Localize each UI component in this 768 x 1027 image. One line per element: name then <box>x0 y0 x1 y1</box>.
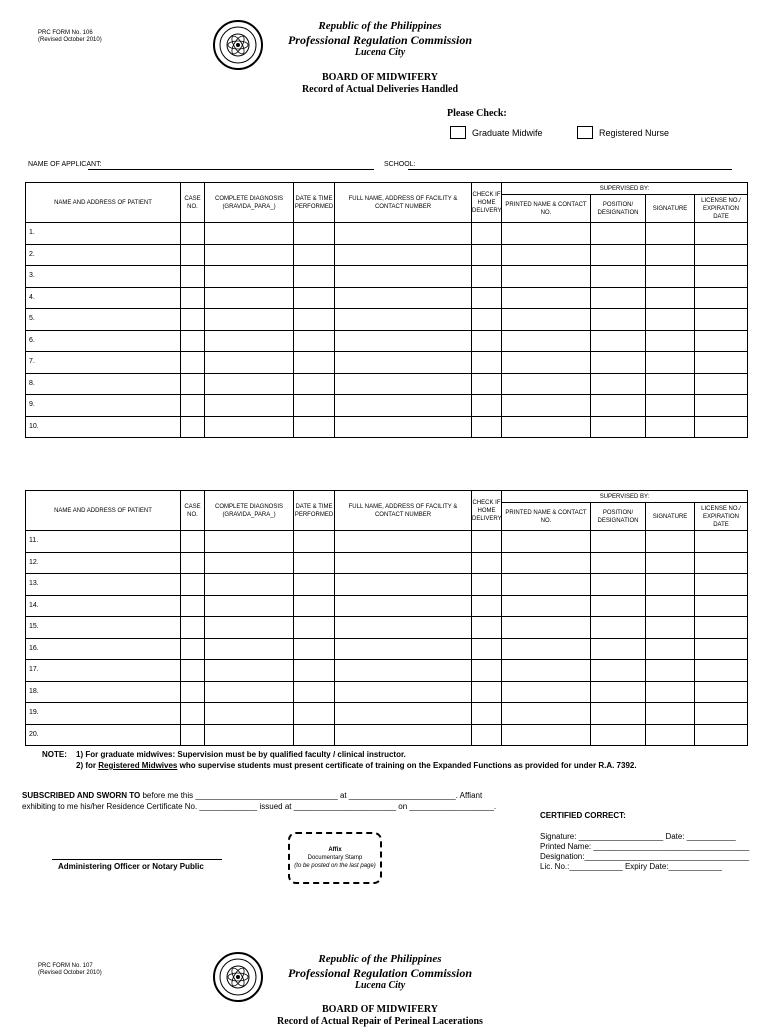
header-position: POSITION/ DESIGNATION <box>591 195 646 223</box>
table-cell[interactable] <box>181 352 205 374</box>
officer-label: Administering Officer or Notary Public <box>58 862 204 871</box>
table-cell[interactable] <box>335 531 472 553</box>
republic-line: Republic of the Philippines <box>318 20 442 32</box>
table-cell[interactable] <box>646 724 695 746</box>
table-cell[interactable] <box>591 595 646 617</box>
table-row <box>26 617 748 639</box>
table-cell[interactable] <box>695 724 748 746</box>
table-cell[interactable] <box>695 531 748 553</box>
table-cell[interactable] <box>502 309 591 331</box>
table-cell[interactable] <box>472 724 502 746</box>
table-cell[interactable] <box>591 309 646 331</box>
table-cell[interactable] <box>591 703 646 725</box>
board-title: BOARD OF MIDWIFERY <box>322 72 438 83</box>
deliveries-table-2 <box>25 490 748 746</box>
header-check-home: CHECK IF HOME DELIVERY <box>472 183 502 223</box>
table-cell[interactable] <box>472 617 502 639</box>
table-cell[interactable] <box>472 638 502 660</box>
table-cell[interactable] <box>181 552 205 574</box>
table-cell[interactable] <box>502 595 591 617</box>
table-cell[interactable] <box>502 352 591 374</box>
table-cell[interactable] <box>646 395 695 417</box>
table-cell[interactable] <box>335 352 472 374</box>
oath-line-1: SUBSCRIBED AND SWORN TO before me this ________________________________ at ________________________. Affiant <box>22 791 483 800</box>
graduate-midwife-label: Graduate Midwife <box>472 128 543 138</box>
table-cell[interactable] <box>294 330 335 352</box>
table-cell[interactable] <box>472 352 502 374</box>
table-cell[interactable] <box>472 416 502 438</box>
table-cell[interactable] <box>205 724 294 746</box>
table-cell[interactable] <box>335 660 472 682</box>
table-cell[interactable] <box>646 574 695 596</box>
table-cell[interactable] <box>205 574 294 596</box>
table-cell[interactable] <box>205 617 294 639</box>
table-cell[interactable] <box>294 552 335 574</box>
table-cell[interactable] <box>695 287 748 309</box>
table-cell[interactable] <box>294 395 335 417</box>
table-cell[interactable] <box>205 638 294 660</box>
table-cell[interactable] <box>646 638 695 660</box>
applicant-label: NAME OF APPLICANT: <box>28 161 102 168</box>
registered-nurse-label: Registered Nurse <box>599 128 670 138</box>
table-cell[interactable] <box>294 660 335 682</box>
table-cell[interactable] <box>591 617 646 639</box>
row-number[interactable]: 15. <box>26 617 181 639</box>
cert-printed-name[interactable]: Printed Name: ___________________________________ <box>540 842 750 851</box>
table-cell[interactable] <box>591 681 646 703</box>
table-cell[interactable] <box>695 638 748 660</box>
table-cell[interactable] <box>502 617 591 639</box>
table-cell[interactable] <box>502 660 591 682</box>
header-case-no: CASE NO. <box>181 491 205 531</box>
row-number[interactable]: 9. <box>26 395 181 417</box>
table-cell[interactable] <box>294 703 335 725</box>
certified-title: CERTIFIED CORRECT: <box>540 811 626 820</box>
table-cell[interactable] <box>472 595 502 617</box>
row-number[interactable]: 18. <box>26 681 181 703</box>
table-cell[interactable] <box>294 244 335 266</box>
table-cell[interactable] <box>646 287 695 309</box>
table-cell[interactable] <box>335 244 472 266</box>
officer-signature-line[interactable] <box>52 859 222 860</box>
table-cell[interactable] <box>181 287 205 309</box>
table-cell[interactable] <box>502 703 591 725</box>
table-cell[interactable] <box>205 552 294 574</box>
table-row <box>26 395 748 417</box>
table-row <box>26 416 748 438</box>
table-cell[interactable] <box>294 266 335 288</box>
table-cell[interactable] <box>646 595 695 617</box>
table-cell[interactable] <box>205 352 294 374</box>
table-cell[interactable] <box>294 617 335 639</box>
row-number[interactable]: 1. <box>26 223 181 245</box>
row-number[interactable]: 11. <box>26 531 181 553</box>
form-number: PRC FORM No. 106 (Revised October 2010) <box>38 30 102 43</box>
table-cell[interactable] <box>695 309 748 331</box>
header-date-time: DATE & TIME PERFORMED <box>294 491 335 531</box>
table-cell[interactable] <box>591 638 646 660</box>
table-cell[interactable] <box>502 223 591 245</box>
table-cell[interactable] <box>472 681 502 703</box>
table-cell[interactable] <box>181 266 205 288</box>
table-cell[interactable] <box>502 531 591 553</box>
table-cell[interactable] <box>205 223 294 245</box>
table-cell[interactable] <box>181 703 205 725</box>
note-line-2: 2) for Registered Midwives who supervise students must present certificate of training on the Expanded Functions as provided for under R.A. 7392. <box>76 761 637 770</box>
table-cell[interactable] <box>181 416 205 438</box>
table-row <box>26 266 748 288</box>
table-cell[interactable] <box>181 244 205 266</box>
table-cell[interactable] <box>294 223 335 245</box>
table-cell[interactable] <box>294 681 335 703</box>
table-cell[interactable] <box>695 552 748 574</box>
row-number[interactable]: 7. <box>26 352 181 374</box>
table-cell[interactable] <box>695 330 748 352</box>
table-cell[interactable] <box>502 724 591 746</box>
table-cell[interactable] <box>335 266 472 288</box>
table-cell[interactable] <box>335 703 472 725</box>
table-cell[interactable] <box>502 681 591 703</box>
table-cell[interactable] <box>205 395 294 417</box>
table-cell[interactable] <box>695 395 748 417</box>
table-row <box>26 703 748 725</box>
table-cell[interactable] <box>335 724 472 746</box>
table-row <box>26 309 748 331</box>
table-cell[interactable] <box>205 266 294 288</box>
record-title-2: Record of Actual Repair of Perineal Lacerations <box>277 1016 483 1027</box>
header-case-no: CASE NO. <box>181 183 205 223</box>
table-cell[interactable] <box>646 660 695 682</box>
table-cell[interactable] <box>502 416 591 438</box>
table-cell[interactable] <box>472 330 502 352</box>
table-cell[interactable] <box>695 266 748 288</box>
header-name-address: NAME AND ADDRESS OF PATIENT <box>26 491 181 531</box>
table-cell[interactable] <box>502 395 591 417</box>
table-cell[interactable] <box>181 223 205 245</box>
table-cell[interactable] <box>181 373 205 395</box>
table-cell[interactable] <box>591 552 646 574</box>
table-cell[interactable] <box>591 244 646 266</box>
table-cell[interactable] <box>472 703 502 725</box>
row-number[interactable]: 2. <box>26 244 181 266</box>
school-label: SCHOOL: <box>384 161 416 168</box>
header-signature: SIGNATURE <box>646 195 695 223</box>
table-cell[interactable] <box>502 552 591 574</box>
table-cell[interactable] <box>695 703 748 725</box>
header-license: LICENSE NO./ EXPIRATION DATE <box>695 195 748 223</box>
table-cell[interactable] <box>695 373 748 395</box>
row-number[interactable]: 8. <box>26 373 181 395</box>
table-cell[interactable] <box>695 244 748 266</box>
table-cell[interactable] <box>205 703 294 725</box>
table-row <box>26 574 748 596</box>
table-cell[interactable] <box>181 395 205 417</box>
applicant-field[interactable] <box>88 169 374 170</box>
table-cell[interactable] <box>205 531 294 553</box>
table-cell[interactable] <box>205 595 294 617</box>
table-cell[interactable] <box>181 638 205 660</box>
prc-seal-icon <box>213 952 263 1002</box>
documentary-stamp-box: Affix Documentary Stamp (to be posted on the last page) <box>288 832 382 884</box>
row-number[interactable]: 20. <box>26 724 181 746</box>
table-cell[interactable] <box>335 287 472 309</box>
header-printed-name: PRINTED NAME & CONTACT NO. <box>502 503 591 531</box>
table-cell[interactable] <box>695 681 748 703</box>
table-cell[interactable] <box>502 373 591 395</box>
table-cell[interactable] <box>695 660 748 682</box>
table-cell[interactable] <box>335 681 472 703</box>
table-cell[interactable] <box>502 330 591 352</box>
table-cell[interactable] <box>205 681 294 703</box>
table-cell[interactable] <box>502 266 591 288</box>
table-row <box>26 287 748 309</box>
table-cell[interactable] <box>591 330 646 352</box>
table-cell[interactable] <box>646 330 695 352</box>
table-cell[interactable] <box>646 617 695 639</box>
table-row <box>26 373 748 395</box>
table-cell[interactable] <box>646 373 695 395</box>
please-check-label: Please Check: <box>447 108 507 119</box>
table-row <box>26 724 748 746</box>
table-cell[interactable] <box>181 595 205 617</box>
table-cell[interactable] <box>335 373 472 395</box>
table-cell[interactable] <box>472 287 502 309</box>
row-number[interactable]: 14. <box>26 595 181 617</box>
table-cell[interactable] <box>472 552 502 574</box>
table-cell[interactable] <box>472 395 502 417</box>
table-cell[interactable] <box>646 681 695 703</box>
table-cell[interactable] <box>646 309 695 331</box>
table-cell[interactable] <box>205 373 294 395</box>
table-cell[interactable] <box>646 531 695 553</box>
table-cell[interactable] <box>591 395 646 417</box>
table-cell[interactable] <box>591 223 646 245</box>
table-cell[interactable] <box>205 287 294 309</box>
note-label: NOTE: <box>42 750 67 759</box>
table-cell[interactable] <box>695 617 748 639</box>
table-cell[interactable] <box>294 574 335 596</box>
table-cell[interactable] <box>335 309 472 331</box>
table-cell[interactable] <box>591 266 646 288</box>
table-cell[interactable] <box>472 660 502 682</box>
table-row <box>26 681 748 703</box>
row-number[interactable]: 4. <box>26 287 181 309</box>
table-cell[interactable] <box>591 287 646 309</box>
table-row <box>26 330 748 352</box>
cert-lic-no[interactable]: Lic. No.:____________ Expiry Date:____________ <box>540 862 722 871</box>
header-date-time: DATE & TIME PERFORMED <box>294 183 335 223</box>
table-cell[interactable] <box>181 681 205 703</box>
table-cell[interactable] <box>181 660 205 682</box>
cert-designation[interactable]: Designation:_____________________________________ <box>540 852 750 861</box>
header-position: POSITION/ DESIGNATION <box>591 503 646 531</box>
note-line-1: 1) For graduate midwives: Supervision must be by qualified faculty / clinical instructor. <box>76 750 406 759</box>
table-cell[interactable] <box>205 416 294 438</box>
table-row <box>26 595 748 617</box>
table-cell[interactable] <box>335 223 472 245</box>
deliveries-table-1 <box>25 182 748 438</box>
header-supervised-by: SUPERVISED BY: <box>502 491 748 503</box>
prc-seal-icon <box>213 20 263 70</box>
oath-line-2: exhibiting to me his/her Residence Certificate No. _____________ issued at _______________________ on ___________________. <box>22 802 497 811</box>
table-cell[interactable] <box>335 595 472 617</box>
table-cell[interactable] <box>646 244 695 266</box>
table-cell[interactable] <box>181 309 205 331</box>
cert-signature[interactable]: Signature: ___________________ Date: ___________ <box>540 832 736 841</box>
table-cell[interactable] <box>646 552 695 574</box>
table-cell[interactable] <box>472 223 502 245</box>
graduate-midwife-checkbox[interactable] <box>450 126 466 139</box>
header-name-address: NAME AND ADDRESS OF PATIENT <box>26 183 181 223</box>
table-cell[interactable] <box>335 617 472 639</box>
table-cell[interactable] <box>294 724 335 746</box>
table-cell[interactable] <box>294 373 335 395</box>
table-cell[interactable] <box>205 309 294 331</box>
table-cell[interactable] <box>472 266 502 288</box>
table-cell[interactable] <box>335 416 472 438</box>
table-cell[interactable] <box>181 617 205 639</box>
commission-line: Professional Regulation Commission <box>287 33 473 47</box>
table-cell[interactable] <box>472 244 502 266</box>
header-license: LICENSE NO./ EXPIRATION DATE <box>695 503 748 531</box>
row-number[interactable]: 12. <box>26 552 181 574</box>
header-diagnosis: COMPLETE DIAGNOSIS (GRAVIDA_PARA_) <box>205 183 294 223</box>
table-cell[interactable] <box>646 223 695 245</box>
table-row <box>26 660 748 682</box>
board-title-2: BOARD OF MIDWIFERY <box>322 1004 438 1015</box>
table-cell[interactable] <box>294 309 335 331</box>
header-supervised-by: SUPERVISED BY: <box>502 183 748 195</box>
header-diagnosis: COMPLETE DIAGNOSIS (GRAVIDA_PARA_) <box>205 491 294 531</box>
table-cell[interactable] <box>335 552 472 574</box>
table-cell[interactable] <box>472 574 502 596</box>
record-title: Record of Actual Deliveries Handled <box>301 84 459 95</box>
table-row <box>26 223 748 245</box>
form-number-2: PRC FORM No. 107 (Revised October 2010) <box>38 963 102 976</box>
table-row <box>26 552 748 574</box>
header-full-name: FULL NAME, ADDRESS OF FACILITY & CONTACT NUMBER <box>335 183 472 223</box>
row-number[interactable]: 3. <box>26 266 181 288</box>
table-cell[interactable] <box>335 638 472 660</box>
table-cell[interactable] <box>695 352 748 374</box>
row-number[interactable]: 13. <box>26 574 181 596</box>
table-row <box>26 352 748 374</box>
table-cell[interactable] <box>695 223 748 245</box>
table-cell[interactable] <box>591 724 646 746</box>
table-cell[interactable] <box>591 660 646 682</box>
header-printed-name: PRINTED NAME & CONTACT NO. <box>502 195 591 223</box>
registered-midwives-text: Registered Midwives <box>98 761 178 770</box>
table-cell[interactable] <box>472 531 502 553</box>
table-cell[interactable] <box>646 703 695 725</box>
row-number[interactable]: 6. <box>26 330 181 352</box>
commission-line-2: Professional Regulation Commission <box>287 966 473 980</box>
table-cell[interactable] <box>591 373 646 395</box>
row-number[interactable]: 10. <box>26 416 181 438</box>
table-cell[interactable] <box>205 244 294 266</box>
table-cell[interactable] <box>646 352 695 374</box>
header-check-home: CHECK IF HOME DELIVERY <box>472 491 502 531</box>
table-cell[interactable] <box>502 287 591 309</box>
table-cell[interactable] <box>591 531 646 553</box>
table-cell[interactable] <box>591 416 646 438</box>
table-cell[interactable] <box>591 352 646 374</box>
table-cell[interactable] <box>502 244 591 266</box>
school-field[interactable] <box>408 169 732 170</box>
table-cell[interactable] <box>335 574 472 596</box>
table-cell[interactable] <box>294 287 335 309</box>
republic-line-2: Republic of the Philippines <box>318 953 442 965</box>
table-cell[interactable] <box>646 266 695 288</box>
table-cell[interactable] <box>294 595 335 617</box>
row-number[interactable]: 5. <box>26 309 181 331</box>
header-signature: SIGNATURE <box>646 503 695 531</box>
table-cell[interactable] <box>695 416 748 438</box>
table-cell[interactable] <box>294 416 335 438</box>
table-cell[interactable] <box>294 531 335 553</box>
table-cell[interactable] <box>695 574 748 596</box>
table-cell[interactable] <box>294 352 335 374</box>
table-cell[interactable] <box>205 660 294 682</box>
row-number[interactable]: 16. <box>26 638 181 660</box>
table-cell[interactable] <box>591 574 646 596</box>
table-cell[interactable] <box>181 531 205 553</box>
table-row <box>26 244 748 266</box>
table-cell[interactable] <box>472 373 502 395</box>
registered-nurse-checkbox[interactable] <box>577 126 593 139</box>
table-cell[interactable] <box>181 574 205 596</box>
table-row <box>26 531 748 553</box>
table-cell[interactable] <box>695 595 748 617</box>
table-row <box>26 638 748 660</box>
table-cell[interactable] <box>181 330 205 352</box>
table-cell[interactable] <box>502 574 591 596</box>
table-cell[interactable] <box>472 309 502 331</box>
table-cell[interactable] <box>335 395 472 417</box>
header-full-name: FULL NAME, ADDRESS OF FACILITY & CONTACT NUMBER <box>335 491 472 531</box>
row-number[interactable]: 19. <box>26 703 181 725</box>
table-cell[interactable] <box>502 638 591 660</box>
table-cell[interactable] <box>294 638 335 660</box>
city-line: Lucena City <box>354 47 406 58</box>
city-line-2: Lucena City <box>354 980 406 991</box>
table-cell[interactable] <box>181 724 205 746</box>
row-number[interactable]: 17. <box>26 660 181 682</box>
table-cell[interactable] <box>205 330 294 352</box>
table-cell[interactable] <box>646 416 695 438</box>
table-cell[interactable] <box>335 330 472 352</box>
